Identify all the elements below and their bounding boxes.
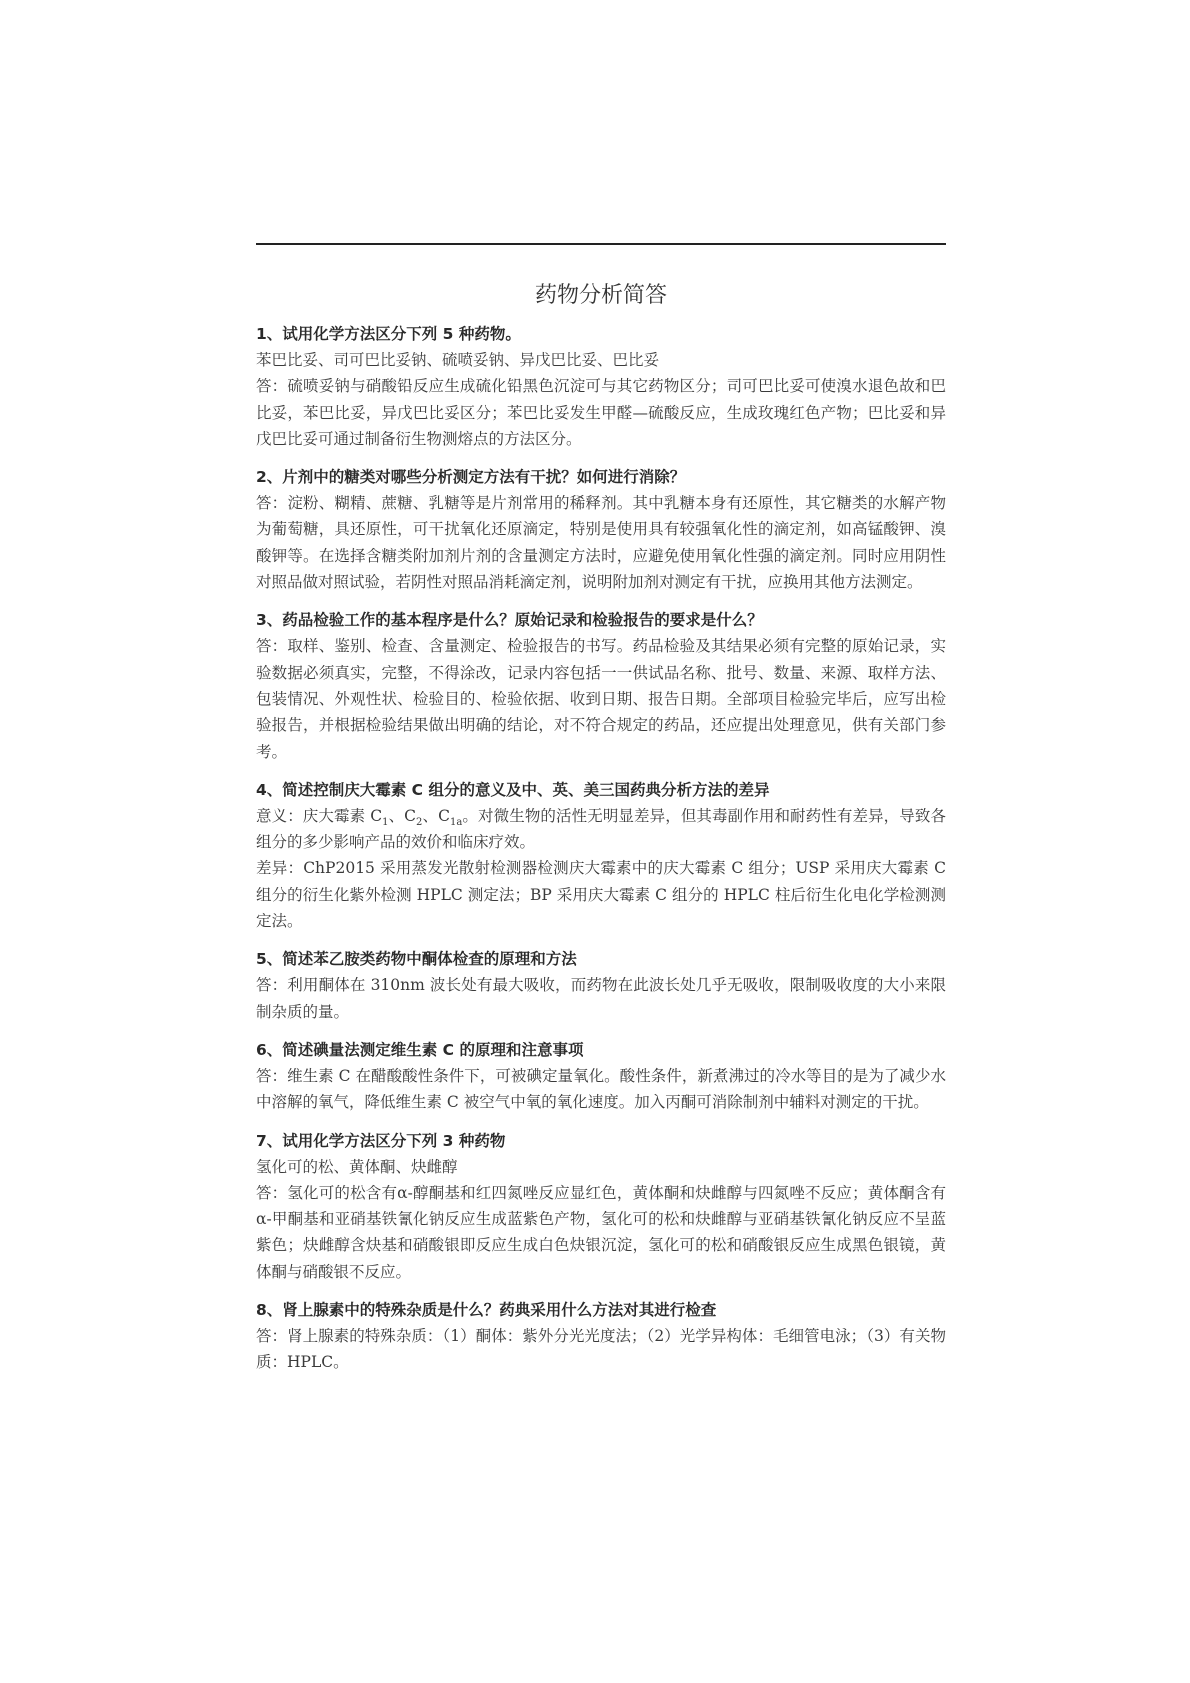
document-body [256,280,946,1388]
qa-item-7 [256,1128,946,1285]
answer-8: 答：肾上腺素的特殊杂质：（1）酮体：紫外分光光度法；（2）光学异构体：毛细管电泳；（3）有关物质：HPLC。 [256,1327,946,1372]
question-1: 1、试用化学方法区分下列 5 种药物。 [256,325,521,343]
question-7: 7、试用化学方法区分下列 3 种药物 [256,1131,506,1150]
answer-3: 答：取样、鉴别、检查、含量测定、检验报告的书写。药品检验及其结果必须有完整的原始记录，实验数据必须真实，完整，不得涂改，记录内容包括一一供试品名称、批号、数量、来源、取样方法、包装情况、外观性状、检验目的、检验依据、收到日期、报告日期。全部项目检验完毕后，应写出检验报告，并根据检验结果做出明确的结论，对不符合规定的药品，还应提出处理意见，供有关部门参考。 [256,637,946,761]
qa-item-6 [256,1037,946,1116]
answer-6: 答：维生素 C 在醋酸酸性条件下，可被碘定量氧化。酸性条件，新煮沸过的冷水等目的是为了减少水中溶解的氧气，降低维生素 C 被空气中氧的氧化速度。加入丙酮可消除制剂中辅料对测定的干扰。 [256,1066,946,1112]
document-title: 药物分析简答 [534,283,667,308]
subscript-c1: 1 [382,816,389,828]
qa-item-3 [256,607,946,764]
question-4: 4、简述控制庆大霉素 C 组分的意义及中、英、美三国药典分析方法的差异 [256,780,770,799]
header-rule [256,243,946,245]
question-2: 2、片剂中的糖类对哪些分析测定方法有干扰？如何进行消除？ [256,468,686,487]
question-5: 5、简述苯乙胺类药物中酮体检查的原理和方法 [256,950,577,969]
meaning-suffix: 。对微生物的活性无明显差异，但其毒副作用和耐药性有差异，导致各组分的多少影响产品的效价和临床疗效。 [256,806,946,852]
question-8: 8、肾上腺素中的特殊杂质是什么？药典采用什么方法对其进行检查 [256,1301,717,1320]
answer-7-line-2: 答：氢化可的松含有α-醇酮基和红四氮唑反应显红色，黄体酮和炔雌醇与四氮唑不反应；黄体酮含有α-甲酮基和亚硝基铁氰化钠反应生成蓝紫色产物，氢化可的松和炔雌醇与亚硝基铁氰化钠反应不呈蓝紫色；炔雌醇含炔基和硝酸银即反应生成白色炔银沉淀，氢化可的松和硝酸银反应生成黑色银镜，黄体酮与硝酸银不反应。 [256,1183,946,1281]
answer-1-line-1: 苯巴比妥、司可巴比妥钠、硫喷妥钠、异戊巴比妥、巴比妥 [256,351,660,369]
qa-item-4 [256,777,946,934]
qa-item-8 [256,1297,946,1376]
subscript-c1a: 1a [449,816,463,828]
answer-7-line-1: 氢化可的松、黄体酮、炔雌醇 [256,1157,458,1176]
answer-4-meaning [256,803,946,856]
qa-item-2 [256,464,946,595]
question-3: 3、药品检验工作的基本程序是什么？原始记录和检验报告的要求是什么？ [256,611,763,630]
qa-item-5 [256,946,946,1025]
meaning-sep-1: 、C [388,806,417,825]
question-6: 6、简述碘量法测定维生素 C 的原理和注意事项 [256,1040,584,1059]
answer-1-line-2: 答：硫喷妥钠与硝酸铅反应生成硫化铅黑色沉淀可与其它药物区分；司可巴比妥可使溴水退色故和巴比妥，苯巴比妥，异戊巴比妥区分；苯巴比妥发生甲醛—硫酸反应，生成玫瑰红色产物；巴比妥和异戊巴比妥可通过制备衍生物测熔点的方法区分。 [256,377,946,448]
answer-2: 答：淀粉、糊精、蔗糖、乳糖等是片剂常用的稀释剂。其中乳糖本身有还原性，其它糖类的水解产物为葡萄糖，具还原性，可干扰氧化还原滴定，特别是使用具有较强氧化性的滴定剂，如高锰酸钾、溴酸钾等。在选择含糖类附加剂片剂的含量测定方法时，应避免使用氧化性强的滴定剂。同时应用阴性对照品做对照试验，若阴性对照品消耗滴定剂，说明附加剂对测定有干扰，应换用其他方法测定。 [256,494,946,592]
subscript-c2: 2 [416,816,423,828]
answer-5: 答：利用酮体在 310nm 波长处有最大吸收，而药物在此波长处几乎无吸收，限制吸收度的大小来限制杂质的量。 [256,976,946,1021]
answer-4-difference: 差异：ChP2015 采用蒸发光散射检测器检测庆大霉素中的庆大霉素 C 组分；USP 采用庆大霉素 C 组分的衍生化紫外检测 HPLC 测定法；BP 采用庆大霉素 C 组分的 HPLC 柱后衍生化电化学检测测定法。 [256,859,946,931]
meaning-prefix: 意义：庆大霉素 C [256,806,383,825]
meaning-sep-2: 、C [422,806,450,825]
qa-item-1 [256,321,946,452]
